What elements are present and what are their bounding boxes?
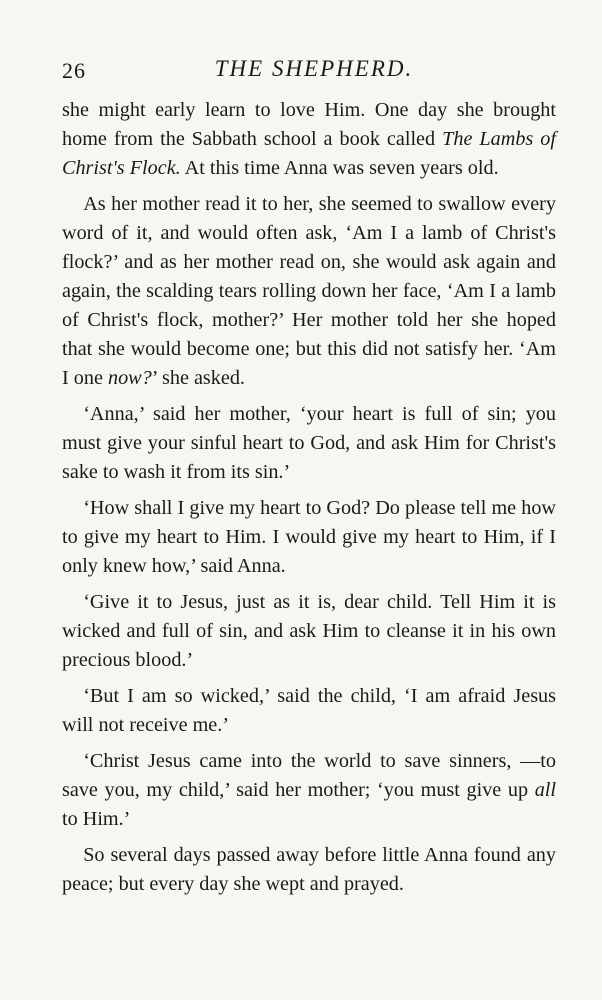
paragraph-1	[62, 96, 556, 183]
paragraph-6: ‘But I am so wicked,’ said the child, ‘I am afraid Jesus will not receive me.’	[62, 685, 556, 736]
paragraph-2-text-a: As her mother read it to her, she seemed to swallow every word of it, and would often ask, ‘Am I a lamb of Christ's flock?’ and as her mother read on, she would ask again and again, the scalding tears rolling down her face, ‘Am I a lamb of Christ's flock, mother?’ Her mother told her she hoped that she would become one; but this did not satisfy her. ‘Am I one	[62, 193, 556, 389]
running-title: THE SHEPHERD.	[214, 56, 414, 81]
running-head	[62, 56, 556, 92]
paragraph-7-text-a: ‘Christ Jesus came into the world to save sinners, —to save you, my child,’ said her mother; ‘you must give up	[62, 750, 556, 801]
paragraph-7	[62, 747, 556, 834]
paragraph-1-text-a: she might early learn to love Him. One day she brought home from the Sabbath school a book called	[62, 99, 556, 150]
paragraph-8: So several days passed away before little Anna found any peace; but every day she wept and prayed.	[62, 844, 556, 895]
paragraph-5: ‘Give it to Jesus, just as it is, dear child. Tell Him it is wicked and full of sin, and ask Him to cleanse it in his own precious blood.’	[62, 591, 556, 671]
paragraph-7-text-b: to Him.’	[62, 808, 131, 830]
paragraph-4: ‘How shall I give my heart to God? Do please tell me how to give my heart to Him. I would give my heart to Him, if I only knew how,’ said Anna.	[62, 497, 556, 577]
paragraph-1-text-b: At this time Anna was seven years old.	[180, 157, 499, 179]
book-title-italic: The Lambs of Christ's Flock.	[62, 128, 556, 179]
emphasis-all: all	[534, 779, 556, 801]
paragraph-3: ‘Anna,’ said her mother, ‘your heart is full of sin; you must give your sinful heart to God, and ask Him for Christ's sake to wash it from its sin.’	[62, 403, 556, 483]
page-number: 26	[62, 58, 86, 83]
emphasis-now: now?	[107, 367, 152, 389]
paragraph-2-text-b: ’ she asked.	[151, 367, 245, 389]
body-text	[62, 96, 556, 899]
paragraph-2	[62, 190, 556, 393]
